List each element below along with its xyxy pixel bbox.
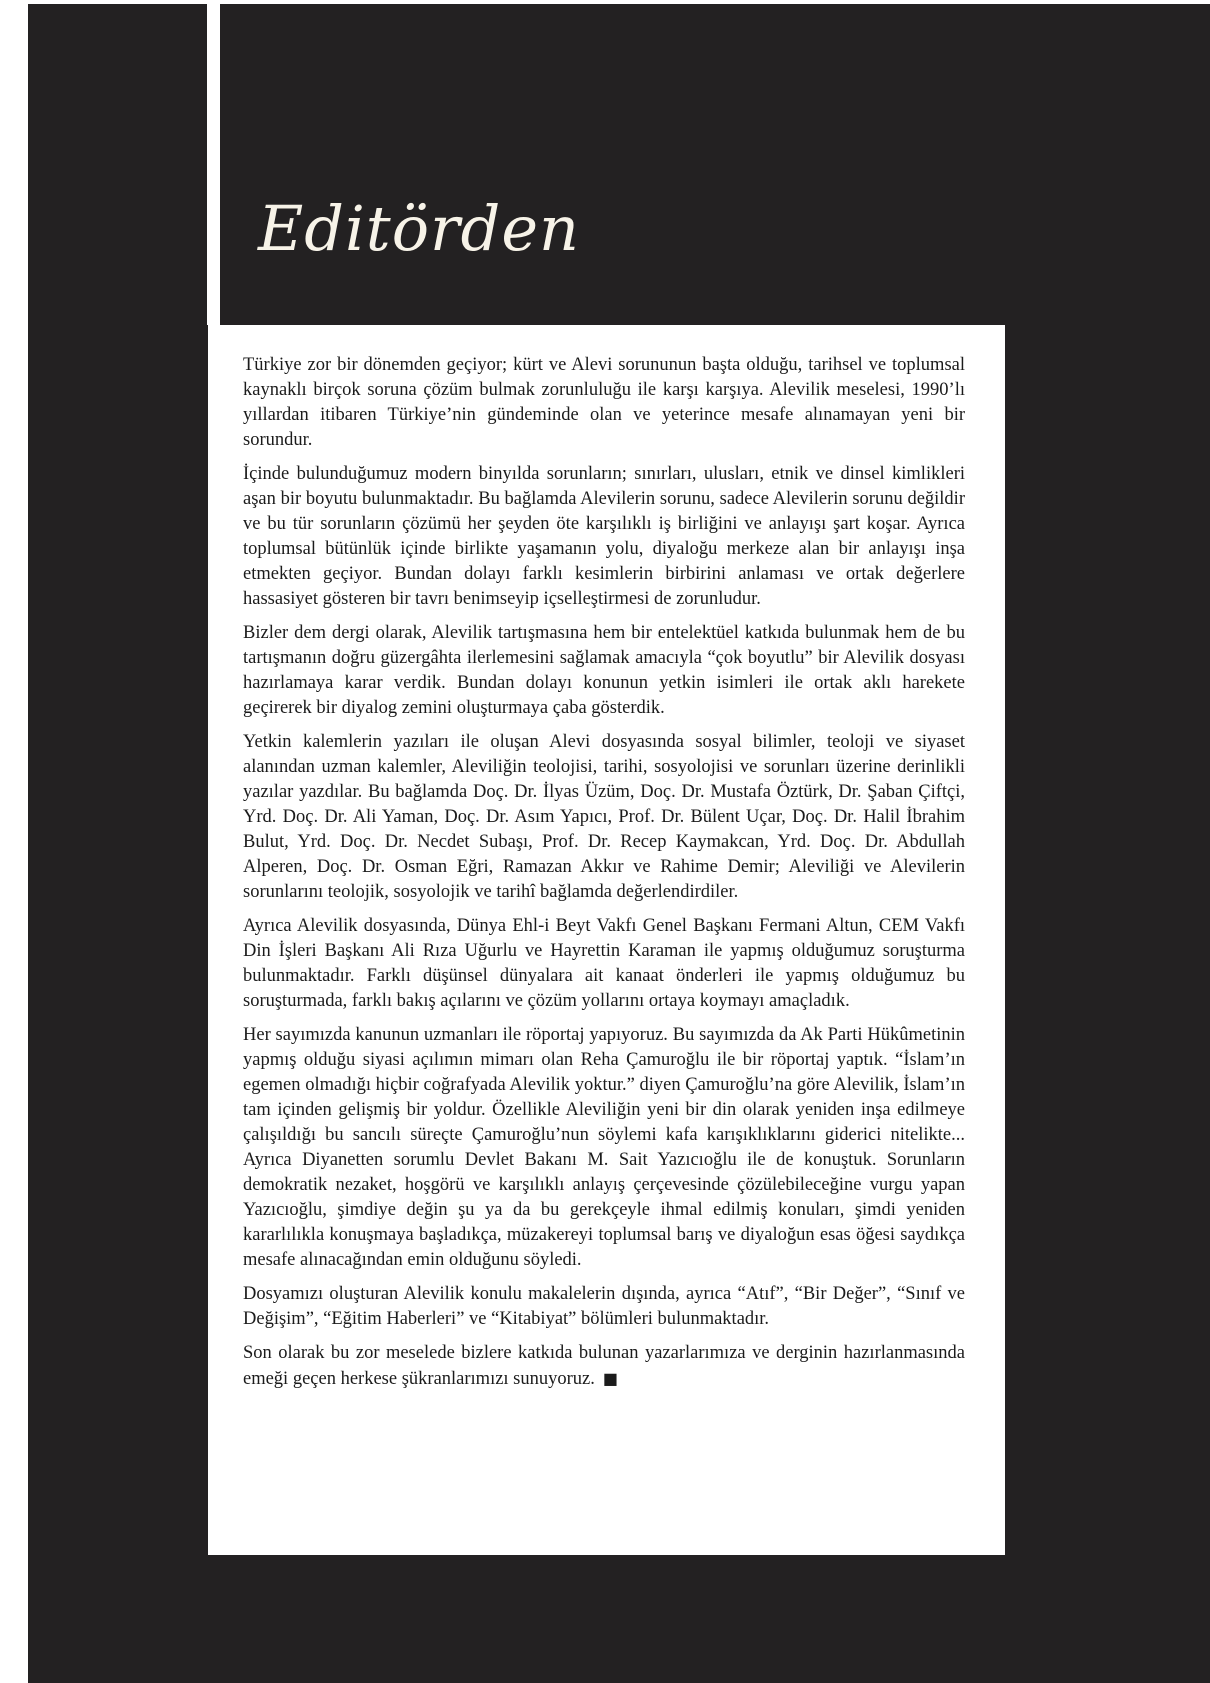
editorial-paragraph-text: Son olarak bu zor meselede bizlere katkıda bulunan yazarlarımıza ve derginin hazırlanmasında emeği geçen herkese şükranlarımızı sunuyoruz. — [243, 1343, 965, 1389]
editorial-paragraph: Dosyamızı oluşturan Alevilik konulu makalelerin dışında, ayrıca “Atıf”, “Bir Değer”, “Sınıf ve Değişim”, “Eğitim Haberleri” ve “Kitabiyat” bölümleri bulunmaktadır. — [243, 1284, 965, 1329]
editorial-content-box — [208, 325, 1005, 1555]
editorial-paragraph: Türkiye zor bir dönemden geçiyor; kürt ve Alevi sorununun başta olduğu, tarihsel ve toplumsal kaynaklı birçok soruna çözüm bulmak zorunluluğu ile karşı karşıya. Alevilik meselesi, 1990’lı yıllardan itibaren Türkiye’nin gündeminde olan ve yeterince mesafe alınamayan yeni bir sorundur. — [243, 355, 965, 450]
editorial-paragraph: Yetkin kalemlerin yazıları ile oluşan Alevi dosyasında sosyal bilimler, teoloji ve siyaset alanından uzman kalemler, Aleviliğin teolojisi, tarihi, sosyolojisi ve sorunları üzerine derinlikli yazılar yazdılar. Bu bağlamda Doç. Dr. İlyas Üzüm, Doç. Dr. Mustafa Öztürk, Dr. Şaban Çiftçi, Yrd. Doç. Dr. Ali Yaman, Doç. Dr. Asım Yapıcı, Prof. Dr. Bülent Uçar, Doç. Dr. Halil İbrahim Bulut, Yrd. Doç. Dr. Necdet Subaşı, Prof. Dr. Recep Kaymakcan, Yrd. Doç. Dr. Abdullah Alperen, Doç. Dr. Osman Eğri, Ramazan Akkır ve Rahime Demir; Aleviliği ve Alevilerin sorunlarını teolojik, sosyolojik ve tarihî bağlamda değerlendirdiler. — [243, 732, 965, 902]
editorial-paragraph: Bizler dem dergi olarak, Alevilik tartışmasına hem bir entelektüel katkıda bulunmak hem de bu tartışmanın doğru güzergâhta ilerlemesini sağlamak amacıyla “çok boyutlu” bir Alevilik dosyası hazırlamaya karar verdik. Bundan dolayı konunun yetkin isimleri ile ortak aklı harekete geçirerek bir diyalog zemini oluşturmaya çaba gösterdik. — [243, 623, 965, 718]
end-of-article-mark: ■ — [602, 1369, 619, 1388]
page-title: Editörden — [258, 192, 580, 265]
editorial-paragraph — [243, 1341, 965, 1392]
editorial-paragraph: Ayrıca Alevilik dosyasında, Dünya Ehl-i Beyt Vakfı Genel Başkanı Fermani Altun, CEM Vakfı Din İşleri Başkanı Ali Rıza Uğurlu ve Hayrettin Karaman ile yapmış olduğumuz soruşturma bulunmaktadır. Farklı düşünsel dünyalara ait kanaat önderleri ile yapmış olduğumuz bu soruşturmada, farklı bakış açılarını ve çözüm yollarını ortaya koymayı amaçladık. — [243, 916, 965, 1011]
editorial-paragraph: İçinde bulunduğumuz modern binyılda sorunların; sınırları, ulusları, etnik ve dinsel kimlikleri aşan bir boyutu bulunmaktadır. Bu bağlamda Alevilerin sorunu, sadece Alevilerin sorunu değildir ve bu tür sorunların çözümü her şeyden öte karşılıklı iş birliğini ve anlayışı şart koşar. Ayrıca toplumsal bütünlük içinde birlikte yaşamanın yolu, diyaloğu merkeze alan bir anlayışı inşa etmekten geçiyor. Bundan dolayı farklı kesimlerin birbirini anlaması ve ortak değerlere hassasiyet gösteren bir tavrı benimseyip içselleştirmesi de zorunludur. — [243, 464, 965, 609]
editorial-paragraph: Her sayımızda kanunun uzmanları ile röportaj yapıyoruz. Bu sayımızda da Ak Parti Hükûmetinin yapmış olduğu siyasi açılımın mimarı olan Reha Çamuroğlu ile bir röportaj yaptık. “İslam’ın egemen olmadığı hiçbir coğrafyada Alevilik yoktur.” diyen Çamuroğlu’na göre Alevilik, İslam’ın tam içinden gelişmiş bir yoldur. Özellikle Aleviliğin yeni bir din olarak yeniden inşa edilmeye çalışıldığı bu sancılı süreçte Çamuroğlu’nun söylemi kafa karışıklıklarını giderici nitelikte... Ayrıca Diyanetten sorumlu Devlet Bakanı M. Sait Yazıcıoğlu ile de konuştuk. Sorunların demokratik nezaket, hoşgörü ve karşılıklı anlayış çerçevesinde çözülebileceğine vurgu yapan Yazıcıoğlu, şimdiye değin şu ya da bu gerekçeyle ihmal edilmiş konuları, şimdi yeniden kararlılıkla konuşmaya başladıkça, müzakereyi toplumsal barış ve diyaloğun esas öğesi saydıkça mesafe alınacağından emin olduğunu söyledi. — [243, 1025, 965, 1270]
spine-separator-strip — [207, 4, 220, 325]
